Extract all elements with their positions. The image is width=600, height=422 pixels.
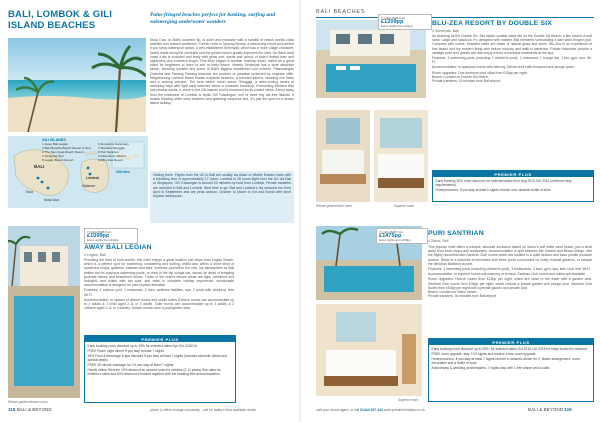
map-label-kuta: Kuta <box>26 190 33 194</box>
footer-tagline: prices & offers change constantly - call for today's best available deals! <box>150 408 257 412</box>
divider <box>316 17 594 18</box>
price-value: £1099pp <box>87 233 110 239</box>
hotel-body: Providing the best of both worlds, this hotel enjoys a great location just steps from Legian Beach, which is a perfect spot for swimming, sunbathing and surfing, whilst also within a short stroll of numerous shops, galleries, eateries and bars. Immerse yourself in the chic, hip atmosphere as Bali settles into its spacious swimming pools, or drink in the hip lounge bar, savour an array of tempting gourmet dishes and beachfront drinks. Those in the hotel's leisure areas are light, refreshed and indulged, and suites with tub sofa, and relax in complete holiday experience. Immaculate accommodation is designed for your myriad relaxation. <box>84 258 234 288</box>
premier-plus-header: PREMIER PLUS <box>85 336 235 342</box>
legend-item: 10 Blu-Zea Resort <box>98 158 124 162</box>
legend-item: 4 Tandjung Sari <box>42 154 64 158</box>
hotel-transfers: Private transfers: 15 minutes from Bali airport. <box>432 79 501 84</box>
running-head: BALI BEACHES <box>316 9 366 15</box>
getting-there-text: Getting there: Flights from the UK to Bali are usually via Asian or Middle Eastern hubs with a travelling time of approximately 17 hours. Lombok is 35 hours flight from the UK via Bali or Singapore. Gili Trawangan is around 20 minutes by boat from Lombok. Private transfers are included in Bali and Lombok. Best time to go: Bali and Lombok's dry seasons run from April to September and are peak season. October to March is hot and humid with short tropical downpours. <box>153 173 291 199</box>
promo-line: FREE room upgrade: stay 7/10 nights and receive a free room upgrade <box>431 351 536 356</box>
price-box <box>378 14 432 30</box>
hotel-features: Features: 1 outdoor pool, 1 restaurant, 2 bars, wellness facilities, spa, 2 pools with whirlpool, free Wi-Fi. <box>84 288 234 297</box>
price-box <box>376 228 428 244</box>
map-label-mataram: Mataram <box>82 184 96 188</box>
legend-item: 8 Puri Santrian <box>98 150 119 154</box>
getting-there-box <box>150 171 294 223</box>
premier-plus-box <box>428 338 594 402</box>
promo-line: 15% Food & Beverage & spa discount if you stay at least 7 nights (includes alcoholic drinks and special deals) <box>87 353 227 362</box>
hotel-beach: Beach: Located on Double Six beach. <box>432 74 489 79</box>
hotel-rating: 4 Legian, Bali <box>84 253 106 257</box>
photo-caption: Superior room <box>398 398 419 402</box>
price-label: 7 nights B&B from <box>381 16 406 20</box>
superior-room-photo <box>374 110 428 202</box>
promo-line: Anniversary & wedding anniversaries: 7 nights stay with 1 free dinner and a cake. <box>431 366 551 371</box>
page-number: 118 <box>8 407 16 412</box>
hotel-title: AWAY BALI LEGIAN <box>84 244 152 251</box>
promo-line: Early booking room discount up to 25%: for selected dates Oct 2015-Oct 2016 for stays booked in advance <box>431 346 588 351</box>
photo-caption: Deluxe garden terrace room <box>8 400 48 404</box>
map-label-nusa-dua: Nusa Dua <box>44 198 60 202</box>
hero-beach-photo <box>8 38 146 132</box>
hotel-title: PURI SANTRIAN <box>428 230 484 237</box>
price-extra: Extra nights from £49pp <box>87 238 119 242</box>
hotel-features: Features: 3 swimming pools (including 1 children's pool), 1 restaurant, 1 lounge bar, 1 bar, gym, spa, Wi-Fi. <box>432 56 592 65</box>
section-title: BALI, LOMBOK & GILI ISLAND BEACHES <box>8 9 113 31</box>
legend-item: 5 Legian Beach Resort <box>42 158 74 162</box>
promo-line: Family offers: Receive 10% discount on second room for children (2-11 years) See rates for children's rates and 50% discount if booked together with the booking free accommodation. <box>87 368 221 377</box>
premier-plus-header: PREMIER PLUS <box>429 339 593 345</box>
map-legend <box>42 138 150 162</box>
legend-item: 3 The Seminyak Beach Resort <box>42 150 84 154</box>
premier-plus-box <box>432 170 594 202</box>
promo-line: Honeymooners: If you stay at least 5 nights receive one romantic bottle of wine. <box>435 187 552 192</box>
premier-plus-box <box>84 335 236 403</box>
price-value: £1209pp <box>381 19 404 25</box>
away-bali-pool-photo <box>8 226 80 398</box>
footer-right <box>528 407 572 412</box>
legend-item: 9 Katamaran Resort <box>98 154 126 158</box>
hotel-title: BLU-ZEA RESORT BY DOUBLE SIX <box>432 20 553 27</box>
hotel-beach: Beach: Located on Sanur beach. <box>428 290 478 295</box>
map-label-gili: Gili Isles <box>116 170 130 174</box>
hotel-description <box>84 258 234 310</box>
page-number: 119 <box>564 407 572 412</box>
intro-tagline: Palm-fringed beaches perfect for basking, surfing and submerging underwater wonders <box>150 12 276 25</box>
footer-left <box>8 407 52 412</box>
photo-caption: Deluxe ground floor room <box>316 204 352 208</box>
price-value: £1475pp <box>379 233 402 239</box>
hotel-transfers: Private transfers: 30 minutes from Bali airport. <box>428 294 497 299</box>
hotel-room-upgrades: Room upgrades: One bedroom pool villas from £43pp per night. <box>432 70 528 75</box>
map-label-lombok: Lombok <box>86 176 100 180</box>
legend-item: 6 Amarterra Sanctuary <box>98 142 129 146</box>
legend-item: 2 Bali Mandira Beach Resort & Spa <box>42 146 91 150</box>
price-label: 7 nights B&B from <box>379 230 404 234</box>
footer-phone[interactable]: 01444 937 444 <box>360 408 383 412</box>
promo-line: FREE 30 minute massage for 2 if you stay at least 7 nights. <box>87 363 175 368</box>
promo-line: FREE Room night dinner if you stay at least 7 nights <box>87 348 164 353</box>
blu-zea-resort-photo <box>316 20 426 98</box>
hotel-features: Features: 3 swimming pools (including children's pool), 3 restaurants, 3 bars, gym, spa, kids' club, free Wi-Fi. <box>428 267 592 272</box>
promo-line: Early booking room discount up to 15% for selected dates Apr-Oct 2015/16 <box>87 343 197 348</box>
deluxe-room-photo <box>316 110 370 202</box>
promo-line: Honeymooners: if you stay at least 7 nights receive a romantic dinner for 2, flower arrangement, room decoration and a bottle of wine. <box>431 356 580 365</box>
footer-brand: BALI & BEYOND <box>528 407 563 412</box>
footer-cta: visit your friend agent, or call <box>316 408 360 412</box>
premier-plus-header: PREMIER PLUS <box>433 171 593 177</box>
hotel-room-upgrades: Room upgrades: Deluxe rooms from £15pp per night, which are close to the water with a garden view. Santrian Club rooms from £35pp per night, which include a private garden and plunge pool. Santrian Club Suites from £53pp per night with a private garden and private pool. <box>428 277 592 290</box>
map-title: GILI ISLANDS <box>42 138 66 142</box>
hotel-accommodation: Accommodation: In spacious rooms with balcony. Deluxe and suite terraces have plunge pools. <box>432 65 575 70</box>
promo-line: Early booking 30% room discount: for selected dates from Aug 2015-Oct 2016 (minimum stay requirements). <box>435 178 572 187</box>
hotel-accommodation: Accommodation: In superior rooms with balcony or terrace. Santrian Club rooms and suites are available. <box>428 272 586 277</box>
hotel-body: This popular hotel offers a tranquil, absolute seclusion based on Sanur's soft white sand beach, just a stroll away from local shops and restaurants. Accommodation is spilt between the Garden and Beach Wings, with the highly recommended Santrian Club rooms which are located in a quiet section and have private poolside access. Relax in a peaceful environment with three pools surrounded by lovely tropical gardens, or sample the delicious Balinese cuisine. <box>428 245 592 266</box>
photo-caption: Superior room <box>394 204 415 208</box>
price-extra: Extra nights from £56pp <box>379 238 411 242</box>
hotel-rating: 4 Sanur, Bali <box>428 239 449 243</box>
intro-body: Nusa Dua, on Bali's southern tip, is quiet and exclusive with a handful of beach worlds class facilities and relaxed ambience. Further north is Tanjung Benoa, a welcoming resort and perfect if you fancy watersport action. A well-established Seminyak, which has a more village character, lumbs made along the shoreline and the golden beach greatly improves the view. On Bali's west coast Kuta is crowded and lively with great surf, sands and scenic of Asia's limited bars and nightclubs plus excellent shops. Five-Bold Legian is another bustling resort; hailed as a great place for beginners to learn to surf at lively beach. Nearby Seminyak has a wide attractive beach, stunning sunsets and some of Bali's biggest established surf schools. Pelanwangan Chandra and Padang Padang beaches are pockets of paradise protected by majestic cliffs. Neighbouring Lombok island boasts exquisite beaches, a forested interior, stunning rice fields and a soaring volcano. The best beach resort areas: Senggigi, a wide-curving series of sweeping bays with light sand beaches below a mountain backdrop. Enchanting Medana Bay has pristine sands, is close to the Gili Islands and is renowned for its sunset views. A ferry away from the northwest of Lombok is idyllic Gili Trawangan, one of three tiny car-free islands. It boasts blinding white sand beaches and sparkling turquoise sea. It's just the spot for a dream island fantasy. <box>150 38 294 106</box>
price-box <box>84 228 138 244</box>
footer-contact <box>316 408 425 412</box>
footer-brand: BALI & BEYOND <box>16 407 52 412</box>
hotel-rating: 4 Seminyak, Bali <box>432 29 459 33</box>
page-gutter <box>299 0 301 422</box>
price-label: 7 nights B&B from <box>87 230 112 234</box>
legend-item: 1 Away Bali Legian <box>42 142 69 146</box>
price-extra: Extra nights from £41pp <box>381 24 413 28</box>
legend-item: 7 Mandira Senggigi <box>98 146 125 150</box>
footer-url[interactable]: www.premierholidays.co.uk <box>383 408 425 412</box>
puri-santrian-room-photo <box>316 304 422 396</box>
hotel-description <box>432 34 592 83</box>
hotel-accommodation: Accommodation: In spaces of deluxe rooms and studio suites (Deluxe rooms can accommodate up to 2 adults & 1 child aged 2-11 or 3 adults. Suite rooms can accommodate up to 2 adults & 2 children aged 2-11 or 4 adults). Deluxe rooms have a pool/garden view. <box>84 297 234 311</box>
hotel-description <box>428 245 592 298</box>
map-label-bali: BALI <box>34 164 45 169</box>
hotel-body: As stunning as the Double Six, this stylish coastal oasis sits on the Double Six Beach, a fine strand of soft sand. Large and spacious, it's designed with modern Bali elements surrounding a lush palm-fringed pool. Complete with rooms, beautiful cafes are made of natural glass and stone, Blu-Zea is an experience of fine beach and hip modern living with deluxe balcony and walk-in wardrobe. Private balconies provide a vantage point and guests can also enjoy a host of boutique treatments at the spa. <box>432 34 592 55</box>
